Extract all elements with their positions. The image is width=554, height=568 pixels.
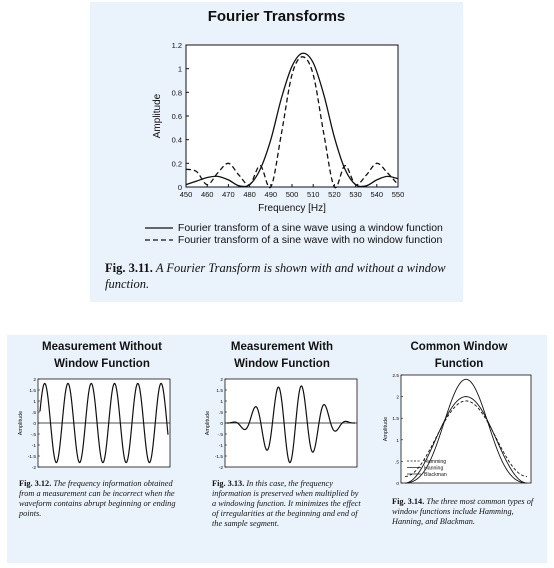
caption-label: Fig. 3.11. <box>105 261 153 275</box>
x-tick-label: 470 <box>222 190 235 199</box>
panel-3-title-line2: Function <box>434 358 484 370</box>
panel-1-title-line2: Window Function <box>54 358 150 370</box>
y-tick-label: -.5 <box>217 433 223 438</box>
y-axis-label: Amplitude <box>383 416 389 442</box>
y-tick-label: 0.2 <box>171 159 182 169</box>
legend-solid-label: Fourier transform of a sine wave using a window function <box>177 222 443 234</box>
y-tick-label: -.5 <box>30 433 36 438</box>
without-window-chart <box>10 375 185 475</box>
x-tick-label: 550 <box>391 190 405 199</box>
legend-label-hanning: Hanning <box>424 465 444 472</box>
fig-3-13-text: In this case, the frequency information is preserved when multiplied by a windowing function. It minimizes the effect of irregularities at the beginning and end of the sample segment. <box>212 479 361 528</box>
y-tick-label: 0 <box>177 183 182 192</box>
figure-title: Fourier Transforms <box>207 8 346 25</box>
x-tick-label: 460 <box>200 190 214 199</box>
y-tick-label: 1.5 <box>392 417 399 423</box>
y-tick-label: 0.4 <box>171 135 182 145</box>
fig-3-13-label: Fig. 3.13. <box>212 479 245 488</box>
y-tick-label: 0 <box>220 422 223 427</box>
y-tick-label: -1.5 <box>27 455 36 460</box>
panel-1-title-line1: Measurement Without <box>41 341 162 353</box>
x-tick-label: 490 <box>264 190 278 199</box>
x-axis-label: Frequency [Hz] <box>258 203 326 214</box>
figure-3-11-caption <box>105 260 455 292</box>
legend-label-hamming: Hamming <box>424 458 447 465</box>
figures-3-12-to-3-14-panel <box>7 335 547 563</box>
figure-3-14-caption <box>392 497 537 527</box>
legend-dashed-label: Fourier transform of a sine wave with no window function <box>177 234 443 246</box>
panel-2-title-line2: Window Function <box>234 358 330 370</box>
figure-3-11-panel <box>90 2 463 302</box>
x-tick-label: 480 <box>243 190 256 199</box>
panel-2-title-line1: Measurement With <box>230 341 334 353</box>
y-tick-label: 0.6 <box>171 112 182 121</box>
y-tick-label: 1 <box>177 64 182 74</box>
y-tick-label: -2 <box>218 466 223 471</box>
x-tick-label: 540 <box>370 190 384 199</box>
y-tick-label: 2 <box>33 378 36 383</box>
y-tick-label: -1 <box>218 444 223 449</box>
dashed-line-swatch <box>145 236 175 244</box>
fourier-chart <box>90 27 463 242</box>
y-tick-label: -2 <box>31 466 36 471</box>
y-tick-label: 1.2 <box>171 41 182 50</box>
y-axis-label: Amplitude <box>152 93 163 139</box>
figure-3-13-caption <box>212 479 362 529</box>
y-axis-label: Amplitude <box>18 410 24 436</box>
y-tick-label: 0 <box>396 482 399 487</box>
x-tick-label: 530 <box>349 190 362 199</box>
y-tick-label: 1 <box>396 438 399 444</box>
caption-text: A Fourier Transform is shown with and without a window function. <box>105 261 446 291</box>
fig-3-12-label: Fig. 3.12. <box>19 479 52 488</box>
y-tick-label: .5 <box>218 411 223 416</box>
panel-1-title <box>12 339 192 373</box>
solid-line-swatch <box>145 224 175 232</box>
plot-area <box>401 375 531 483</box>
y-tick-label: 2.5 <box>392 374 399 379</box>
x-tick-label: 510 <box>306 190 320 199</box>
panel-3-title-line1: Common Window <box>410 341 508 353</box>
y-tick-label: -1 <box>31 444 36 449</box>
x-tick-label: 500 <box>285 190 299 199</box>
y-tick-label: 1.5 <box>29 389 36 394</box>
y-tick-label: 1 <box>220 400 223 405</box>
y-tick-label: 0 <box>33 422 36 427</box>
with-window-chart <box>197 375 372 475</box>
y-tick-label: -1.5 <box>214 455 223 460</box>
fig-3-14-label: Fig. 3.14. <box>392 497 425 506</box>
y-tick-label: 0.8 <box>171 88 182 98</box>
legend-dashed <box>145 234 442 246</box>
panel-3-title <box>379 339 539 373</box>
y-tick-label: 2 <box>396 395 399 401</box>
x-tick-label: 450 <box>179 190 193 199</box>
fig-3-14-text: The three most common types of window functions include Hamming, Hanning, and Blackman. <box>392 497 534 526</box>
y-tick-label: 1.5 <box>216 389 223 394</box>
y-tick-label: 1 <box>33 400 36 405</box>
panel-2-title <box>192 339 372 373</box>
figure-3-12-caption <box>19 479 179 519</box>
y-tick-label: .5 <box>394 460 399 466</box>
legend-label-blackman: Blackman <box>424 471 447 478</box>
fig-3-12-text: The frequency information obtained from a measurement can be incorrect when the waveform contains abrupt beginning or ending points. <box>19 479 176 518</box>
x-tick-label: 520 <box>328 190 341 199</box>
y-tick-label: .5 <box>31 411 36 416</box>
y-tick-label: 2 <box>220 378 223 383</box>
legend-solid <box>145 222 443 234</box>
y-axis-label: Amplitude <box>205 410 211 436</box>
window-functions-chart <box>379 371 539 491</box>
